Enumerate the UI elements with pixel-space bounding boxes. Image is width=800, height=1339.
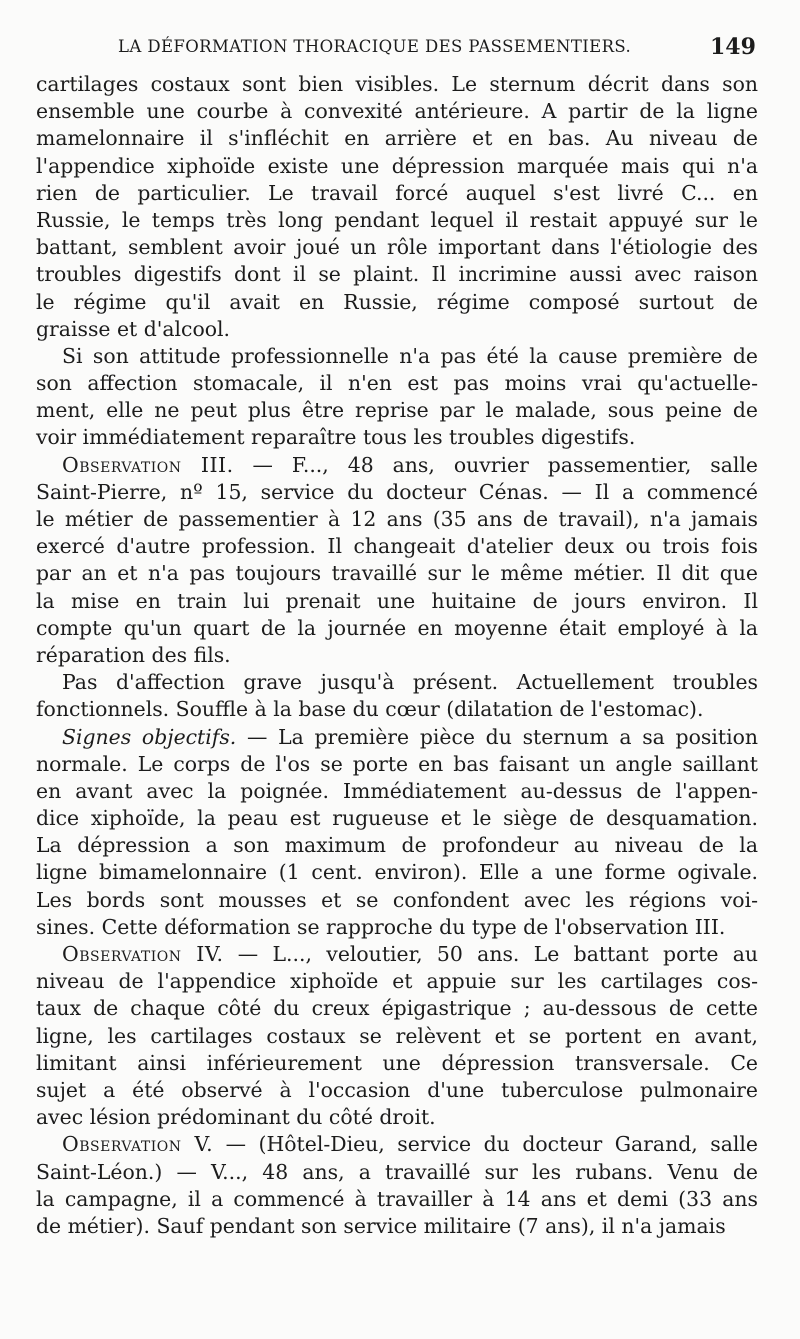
line-text: la campagne, il a commencé à travailler à 14 ans et demi (33 ans <box>36 1186 758 1211</box>
body-text <box>36 71 758 1240</box>
text-line <box>36 370 758 397</box>
line-text: avec lésion prédominant du côté droit. <box>36 1105 436 1130</box>
line-text: fonctionnels. Souffle à la base du cœur (dilatation de l'estomac). <box>36 697 704 722</box>
section-heading-italic: Signes objectifs. <box>62 724 237 749</box>
observation-label: Observation IV. <box>62 942 224 966</box>
line-text: de métier). Sauf pendant son service militaire (7 ans), il n'a jamais <box>36 1213 726 1238</box>
text-line <box>36 71 758 98</box>
text-line <box>36 153 758 180</box>
line-text: réparation des fils. <box>36 642 231 667</box>
text-line <box>36 1159 758 1186</box>
text-line <box>36 1131 758 1158</box>
text-line <box>36 533 758 560</box>
text-line <box>36 289 758 316</box>
text-line <box>36 642 758 669</box>
text-line <box>36 887 758 914</box>
text-line <box>36 316 758 343</box>
line-text: voir immédiatement reparaître tous les troubles digestifs. <box>36 425 636 450</box>
line-text: le régime qu'il avait en Russie, régime composé surtout de <box>36 289 758 314</box>
line-text: — F..., 48 ans, ouvrier passementier, salle <box>233 452 758 477</box>
line-text: ensemble une courbe à convexité antérieure. A partir de la ligne <box>36 99 758 124</box>
line-text: dice xiphoïde, la peau est rugueuse et le siège de desquamation. <box>36 806 758 831</box>
text-line <box>36 805 758 832</box>
text-line <box>36 180 758 207</box>
text-line <box>36 588 758 615</box>
line-text: sujet a été observé à l'occasion d'une tuberculose pulmonaire <box>36 1077 758 1102</box>
line-text: Saint-Léon.) — V..., 48 ans, a travaillé sur les rubans. Venu de <box>36 1159 758 1184</box>
text-line <box>36 125 758 152</box>
line-text: mamelonnaire il s'infléchit en arrière et en bas. Au niveau de <box>36 126 758 151</box>
line-text: limitant ainsi inférieurement une dépression transversale. Ce <box>36 1050 758 1075</box>
line-text: compte qu'un quart de la journée en moyenne était employé à la <box>36 615 758 640</box>
observation-label: Observation V. <box>62 1132 214 1157</box>
text-line <box>36 724 758 751</box>
line-text: son affection stomacale, il n'en est pas moins vrai qu'actuelle- <box>36 371 758 396</box>
text-line <box>36 751 758 778</box>
text-line <box>36 424 758 451</box>
line-text: Pas d'affection grave jusqu'à présent. Actuellement troubles <box>62 670 758 695</box>
text-line <box>36 669 758 696</box>
text-line <box>36 941 758 968</box>
line-text: battant, semblent avoir joué un rôle important dans l'étiologie des <box>36 235 758 260</box>
line-text: par an et n'a pas toujours travaillé sur le même métier. Il dit que <box>36 561 758 586</box>
line-text: Les bords sont mousses et se confondent avec les régions voi- <box>36 887 758 912</box>
text-line <box>36 1213 758 1240</box>
text-line <box>36 1077 758 1104</box>
text-line <box>36 1104 758 1131</box>
line-text: ligne bimamelonnaire (1 cent. environ). Elle a une forme ogivale. <box>36 860 758 885</box>
running-header <box>0 34 800 64</box>
text-line <box>36 98 758 125</box>
line-text: taux de chaque côté du creux épigastrique ; au-dessous de cette <box>36 996 758 1021</box>
text-line <box>36 859 758 886</box>
line-text: — (Hôtel-Dieu, service du docteur Garand, salle <box>213 1132 758 1157</box>
line-text: normale. Le corps de l'os se porte en bas faisant un angle saillant <box>36 751 758 776</box>
text-line <box>36 1050 758 1077</box>
text-line <box>36 452 758 479</box>
line-text: exercé d'autre profession. Il changeait d'atelier deux ou trois fois <box>36 534 758 559</box>
line-text: — L..., veloutier, 50 ans. Le battant porte au <box>223 942 758 966</box>
line-text: La dépression a son maximum de profondeur au niveau de la <box>36 833 758 858</box>
text-line <box>36 261 758 288</box>
text-line <box>36 234 758 261</box>
text-line <box>36 696 758 723</box>
text-line <box>36 914 758 941</box>
line-text: ment, elle ne peut plus être reprise par le malade, sous peine de <box>36 398 758 423</box>
text-line <box>36 968 758 995</box>
running-title: LA DÉFORMATION THORACIQUE DES PASSEMENTIERS. <box>118 37 632 56</box>
page-number: 149 <box>710 34 756 60</box>
line-text: graisse et d'alcool. <box>36 316 231 341</box>
line-text: rien de particulier. Le travail forcé auquel s'est livré C... en <box>36 180 758 205</box>
text-line <box>36 506 758 533</box>
observation-label: Observation III. <box>62 452 234 477</box>
text-line <box>36 560 758 587</box>
line-text: niveau de l'appendice xiphoïde et appuie sur les cartilages cos- <box>36 969 758 994</box>
text-line <box>36 832 758 859</box>
line-text: Saint-Pierre, nº 15, service du docteur Cénas. — Il a commencé <box>36 479 758 504</box>
line-text: la mise en train lui prenait une huitaine de jours environ. Il <box>36 588 758 613</box>
text-line <box>36 479 758 506</box>
text-line <box>36 397 758 424</box>
line-text: troubles digestifs dont il se plaint. Il incrimine aussi avec raison <box>36 262 758 287</box>
text-line <box>36 615 758 642</box>
line-text: ligne, les cartilages costaux se relèvent et se portent en avant, <box>36 1023 758 1048</box>
line-text: Russie, le temps très long pendant lequel il restait appuyé sur le <box>36 207 758 232</box>
line-text: le métier de passementier à 12 ans (35 ans de travail), n'a jamais <box>36 507 758 531</box>
line-text: Si son attitude professionnelle n'a pas été la cause première de <box>62 343 758 368</box>
text-line <box>36 343 758 370</box>
line-text: — La première pièce du sternum a sa position <box>236 724 758 749</box>
text-line <box>36 1186 758 1213</box>
line-text: en avant avec la poignée. Immédiatement au-dessus de l'appen- <box>36 778 758 803</box>
text-line <box>36 995 758 1022</box>
line-text: sines. Cette déformation se rapproche du type de l'observation III. <box>36 914 726 939</box>
line-text: l'appendice xiphoïde existe une dépression marquée mais qui n'a <box>36 153 758 178</box>
text-line <box>36 207 758 234</box>
text-line <box>36 1023 758 1050</box>
line-text: cartilages costaux sont bien visibles. Le sternum décrit dans son <box>36 72 758 96</box>
text-line <box>36 778 758 805</box>
